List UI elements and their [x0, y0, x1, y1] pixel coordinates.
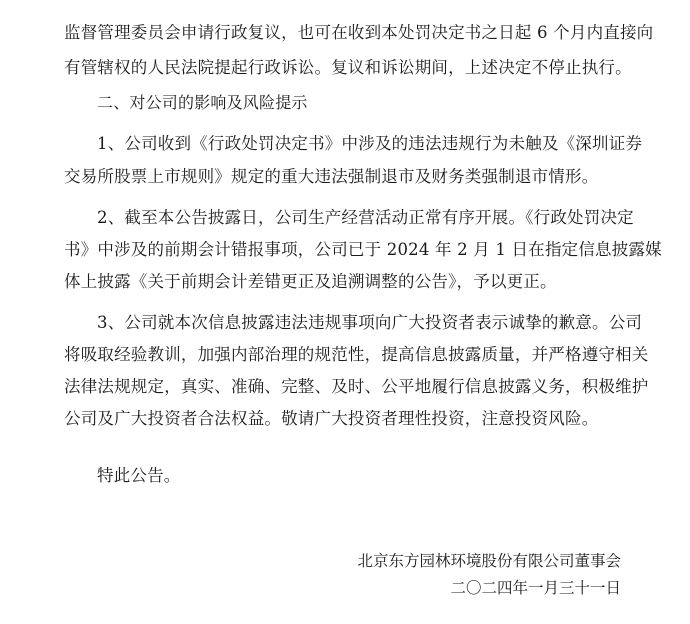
item-3-line: 将吸取经验教训，加强内部治理的规范性，提高信息披露质量，并严格遵守相关 [64, 345, 649, 364]
item-2-line: 2、截至本公告披露日，公司生产经营活动正常有序开展。《行政处罚决定 [97, 208, 634, 227]
signature-company: 北京东方园林环境股份有限公司董事会 [357, 552, 621, 570]
item-3-line: 公司及广大投资者合法权益。敬请广大投资者理性投资，注意投资风险。 [64, 409, 599, 428]
closing-text: 特此公告。 [97, 466, 181, 485]
paragraph-line: 有管辖权的人民法院提起行政诉讼。复议和诉讼期间，上述决定不停止执行。 [64, 58, 632, 77]
signature-date: 二〇二四年一月三十一日 [450, 579, 621, 597]
item-1-line: 交易所股票上市规则》规定的重大违法强制退市及财务类强制退市情形。 [64, 167, 599, 186]
item-2-line: 体上披露《关于前期会计差错更正及追溯调整的公告》，予以更正。 [64, 272, 557, 291]
item-2-line: 书》中涉及的前期会计错报事项，公司已于 2024 年 2 月 1 日在指定信息披露媒 [64, 240, 662, 259]
item-3-line: 法律法规规定，真实、准确、完整、及时、公平地履行信息披露义务，积极维护 [64, 377, 649, 396]
paragraph-line: 监督管理委员会申请行政复议，也可在收到本处罚决定书之日起 6 个月内直接向 [64, 23, 654, 42]
item-3-line: 3、公司就本次信息披露违法违规事项向广大投资者表示诚挚的歉意。公司 [97, 313, 643, 332]
item-1-line: 1、公司收到《行政处罚决定书》中涉及的违法违规行为未触及《深圳证券 [97, 134, 643, 153]
section-heading: 二、对公司的影响及风险提示 [97, 93, 308, 112]
